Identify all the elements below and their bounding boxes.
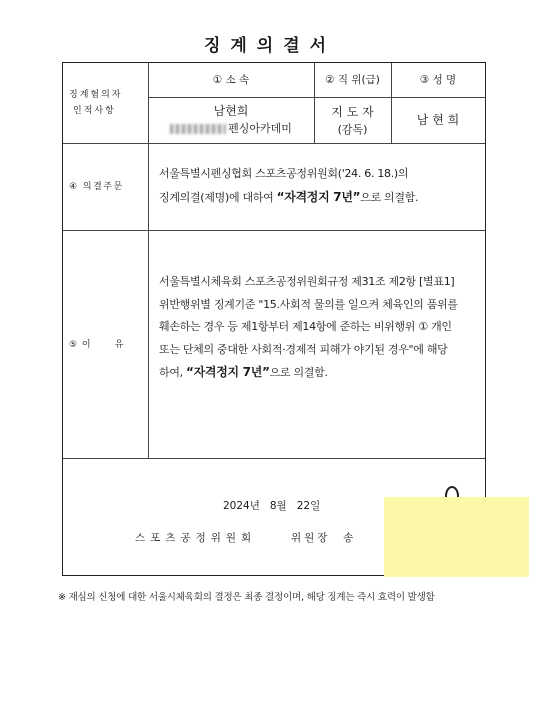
col-header-name: ③ 성 명 [419, 74, 457, 86]
penalty-emphasis: “자격정지 7년” [276, 189, 361, 204]
reason-line5: 하여, “자격정지 7년”으로 의결함. [159, 365, 328, 379]
position-line1: 지 도 자 [331, 105, 374, 119]
row-label-line1: 징계혐의자 [69, 90, 123, 100]
redacted-text [170, 124, 226, 134]
row-label-line2: 인적사항 [73, 106, 116, 116]
decision-line2: 징계의결(제명)에 대하여 “자격정지 7년”으로 의결함. [159, 189, 419, 204]
reason-label: ⑤ 이 유 [69, 340, 125, 350]
reason-line1: 서울특별시체육회 스포츠공정위원회규정 제31조 제2항 [별표1] [159, 275, 455, 288]
penalty-emphasis: “자격정지 7년” [186, 365, 270, 379]
reason-text [159, 271, 458, 385]
row-divider [63, 458, 485, 459]
row-divider [148, 97, 486, 98]
decision-date: 2024년 8월 22일 [223, 500, 321, 512]
document-title: 징계의결서 [203, 36, 337, 56]
position-line2: (감독) [337, 123, 368, 136]
row-divider [63, 143, 485, 144]
affiliation-line1: 남현희 [213, 104, 249, 118]
reason-line2: 위반행위별 징계기준 "15.사회적 물의를 일으켜 체육인의 품위를 [159, 297, 458, 311]
affiliation-line2 [148, 122, 314, 136]
footnote: ※ 재심의 신청에 대한 서울시체육회의 결정은 최종 결정이며, 해당 징계는 즉시 효력이 발생함 [58, 592, 435, 603]
redaction-sticky-note [384, 497, 529, 577]
decision-text [159, 163, 418, 209]
reason-line3: 훼손하는 경우 등 제1항부터 제14항에 준하는 비위행위 ① 개인 [159, 320, 452, 333]
row-divider [63, 230, 485, 231]
decision-line1: 서울특별시펜싱협회 스포츠공정위원회('24. 6. 18.)의 [159, 167, 409, 180]
reason-line4: 또는 단체의 중대한 사회적·경제적 피해가 야기된 경우"에 해당 [159, 342, 448, 356]
chair-title: 위원장 송 [291, 532, 357, 544]
committee-name: 스포츠공정위원회 [135, 532, 257, 544]
col-header-affiliation: ① 소 속 [212, 74, 250, 86]
person-name: 남 현 희 [416, 113, 460, 127]
affiliation-visible-text: 펜싱아카데미 [228, 122, 292, 135]
decision-label: ④ 의결주문 [69, 182, 124, 192]
col-header-position: ② 직 위(급) [325, 74, 380, 86]
